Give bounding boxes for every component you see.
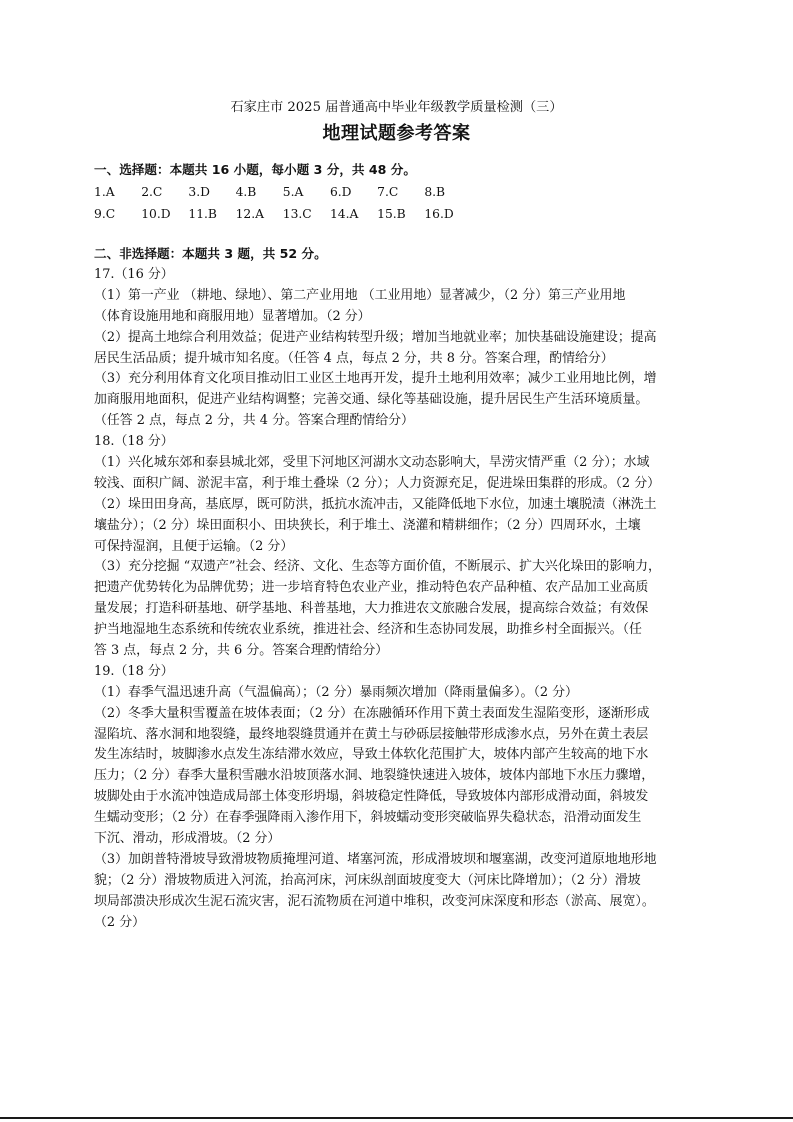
bottom-rule xyxy=(0,1117,793,1119)
text-line: 生蠕动变形；（2 分）在春季强降雨入渗作用下，斜坡蠕动变形突破临界失稳状态，沿滑动面发生 xyxy=(94,810,642,826)
answer-8: 8.B xyxy=(424,184,446,199)
text-line: 护当地湿地生态系统和传统农业系统，推进社会、经济和生态协同发展，助推乡村全面振兴。（任 xyxy=(94,622,642,638)
text-line: 压力；（2 分）春季大量积雪融水沿坡顶落水洞、地裂缝快速进入坡体，坡体内部地下水压力骤增， xyxy=(94,768,655,784)
text-line: 貌；（2 分）滑坡物质进入河流，抬高河床，河床纵剖面坡度变大（河床比降增加）；（2 分）滑坡 xyxy=(94,872,641,888)
text-line: 较浅、面积广阔、淤泥丰富，利于堆土叠垛（2 分）；人力资源充足，促进垛田集群的形成。（2 分） xyxy=(94,475,660,491)
text-line: （2）垛田田身高，基底厚，既可防洪，抵抗水流冲击，又能降低地下水位，加速土壤脱渍（淋洗土 xyxy=(94,496,657,512)
section2-heading: 二、非选择题：本题共 3 题，共 52 分。 xyxy=(94,246,327,262)
answer-9: 9.C xyxy=(94,207,116,222)
answer-12: 12.A xyxy=(235,207,264,222)
text-line: 下沉、滑动，形成滑坡。（2 分） xyxy=(94,831,281,847)
exam-subtitle: 石家庄市 2025 届普通高中毕业年级教学质量检测（三） xyxy=(230,100,563,115)
text-line: （2）提高土地综合利用效益；促进产业结构转型升级；增加当地就业率；加快基础设施建设；提高 xyxy=(94,329,657,345)
page-title: 地理试题参考答案 xyxy=(322,123,471,144)
answers-row-1 xyxy=(94,181,716,204)
text-line: 17.（16 分） xyxy=(94,266,174,282)
text-line: （3）充分挖掘 “双遗产”社会、经济、文化、生态等方面价值，不断展示、扩大兴化垛田的影响力， xyxy=(94,559,661,575)
section-spacer xyxy=(94,226,716,244)
text-line: 把遗产优势转化为品牌优势；进一步培育特色农业产业，推动特色农产品种植、农产品加工业高质 xyxy=(94,580,649,596)
answer-7: 7.C xyxy=(377,184,399,199)
answer-2: 2.C xyxy=(141,184,163,199)
answer-4: 4.B xyxy=(235,184,257,199)
answer-content xyxy=(94,160,716,954)
answer-5: 5.A xyxy=(282,184,304,199)
text-line: （1）兴化城东郊和泰县城北郊，受里下河地区河湖水文动态影响大，旱涝灾情严重（2 分）；水域 xyxy=(94,454,650,470)
answer-13: 13.C xyxy=(282,207,312,222)
text-line: （体育设施用地和商服用地）显著增加。（2 分） xyxy=(94,308,371,324)
answer-14: 14.A xyxy=(329,207,359,222)
text-line: 居民生活品质；提升城市知名度。（任答 4 点，每点 2 分，共 8 分。答案合理，酌情给分） xyxy=(94,350,614,366)
text-line: 湿陷坑、落水洞和地裂缝，最终地裂缝贯通并在黄土与砂砾层接触带形成渗水点，另外在黄土表层 xyxy=(94,726,649,742)
text-line: 加商服用地面积，促进产业结构调整；完善交通、绿化等基础设施，提升居民生产生活环境质量。 xyxy=(94,392,649,408)
answer-10: 10.D xyxy=(141,207,171,222)
text-line: 壤盐分）；（2 分）垛田面积小、田块狭长，利于堆土、浇灌和精耕细作；（2 分）四周环水，土壤 xyxy=(94,517,641,533)
text-line: （2）冬季大量积雪覆盖在坡体表面；（2 分）在冻融循环作用下黄土表面发生湿陷变形，逐渐形成 xyxy=(94,705,650,721)
text-line: 19.（18 分） xyxy=(94,663,174,679)
text-line: （任答 2 点，每点 2 分，共 4 分。答案合理酌情给分） xyxy=(94,413,414,429)
text-line: （1）春季气温迅速升高（气温偏高）；（2 分）暴雨频次增加（降雨量偏多）。（2 分） xyxy=(94,684,578,700)
text-line: 18.（18 分） xyxy=(94,434,174,450)
text-line: 答 3 点，每点 2 分，共 6 分。答案合理酌情给分） xyxy=(94,643,389,658)
text-line xyxy=(94,933,716,954)
answers-row-2 xyxy=(94,203,716,226)
text-line: （2 分） xyxy=(94,914,145,930)
text-line: 可保持湿润，且便于运输。（2 分） xyxy=(94,538,294,554)
text-line: （1）第一产业 （耕地、绿地）、第二产业用地 （工业用地）显著减少，（2 分）第三产业用地 xyxy=(94,287,626,303)
answer-16: 16.D xyxy=(424,207,454,222)
text-line: 坝局部溃决形成次生泥石流灾害，泥石流物质在河道中堆积，改变河床深度和形态（淤高、展宽）。 xyxy=(94,893,655,909)
text-line: 量发展；打造科研基地、研学基地、科普基地，大力推进农文旅融合发展，提高综合效益；有效保 xyxy=(94,601,649,617)
text-line: （3）加朗普特滑坡导致滑坡物质掩埋河道、堵塞河流，形成滑坡坝和堰塞湖，改变河道原地地形地 xyxy=(94,851,657,867)
answer-15: 15.B xyxy=(377,207,406,222)
answer-3: 3.D xyxy=(188,184,210,199)
text-line: （3）充分利用体育文化项目推动旧工业区土地再开发，提升土地利用效率；减少工业用地比例，增 xyxy=(94,371,657,387)
text-line: 坡脚处由于水流冲蚀造成局部土体变形坍塌，斜坡稳定性降低，导致坡体内部形成滑动面，斜坡发 xyxy=(94,789,649,805)
section1-heading: 一、选择题：本题共 16 小题，每小题 3 分，共 48 分。 xyxy=(94,162,416,177)
text-line: 发生冻结时，坡脚渗水点发生冻结滞水效应，导致土体软化范围扩大，坡体内部产生较高的地下水 xyxy=(94,747,649,763)
answer-6: 6.D xyxy=(329,184,352,199)
answer-11: 11.B xyxy=(188,207,217,222)
answer-1: 1.A xyxy=(94,184,115,199)
